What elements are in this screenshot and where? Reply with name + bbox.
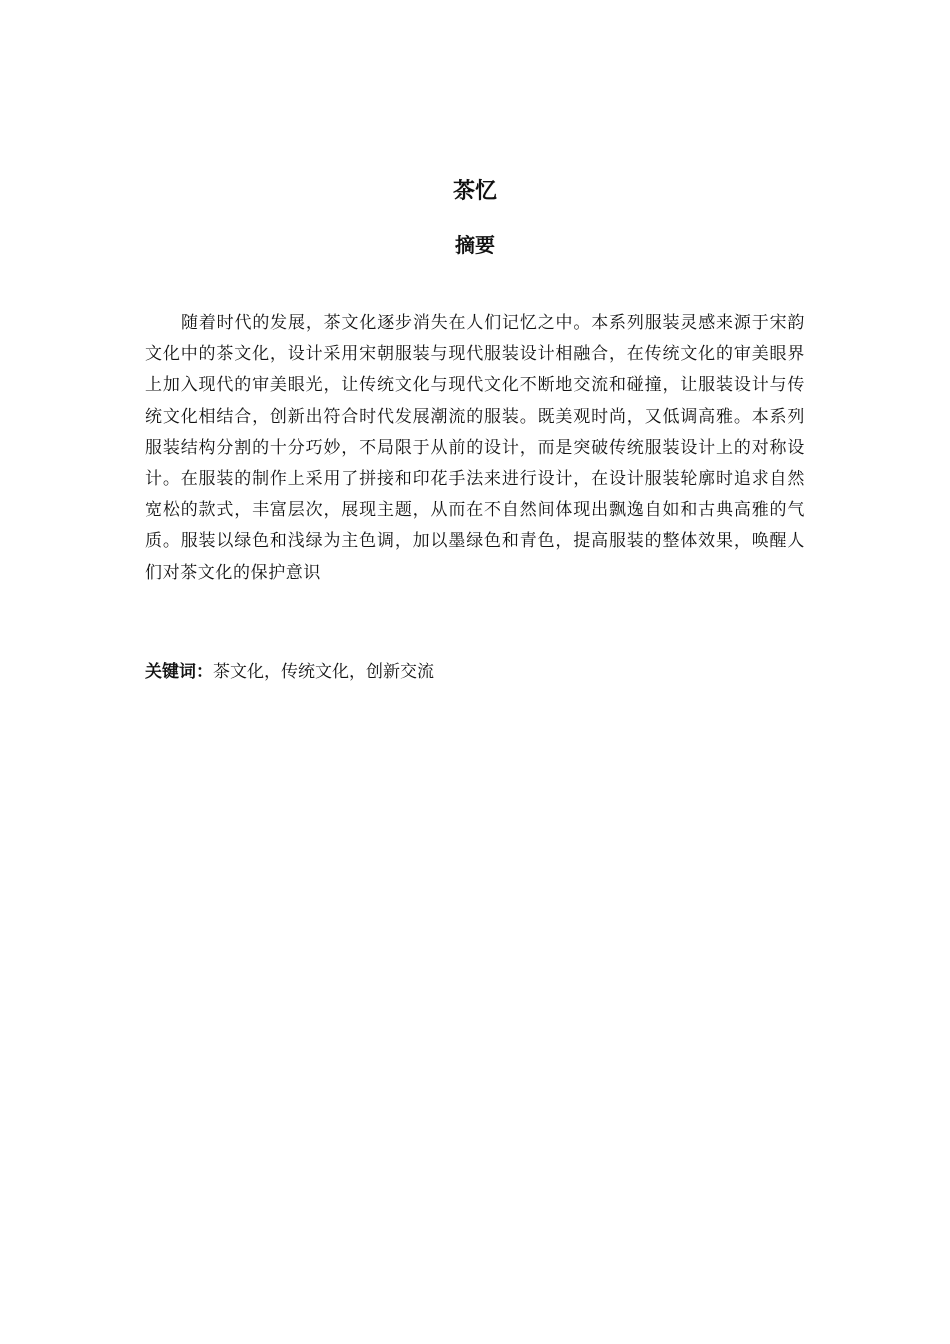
keywords-label: 关键词： (145, 662, 213, 682)
document-title: 茶忆 (452, 179, 497, 204)
keywords-line (145, 658, 805, 686)
abstract-paragraph: 随着时代的发展，茶文化逐步消失在人们记忆之中。本系列服装灵感来源于宋韵文化中的茶文化，设计采用宋朝服装与现代服装设计相融合，在传统文化的审美眼界上加入现代的审美眼光，让传统文化与现代文化不断地交流和碰撞，让服装设计与传统文化相结合，创新出符合时代发展潮流的服装。既美观时尚，又低调高雅。本系列服装结构分割的十分巧妙，不局限于从前的设计，而是突破传统服装设计上的对称设计。在服装的制作上采用了拼接和印花手法来进行设计，在设计服装轮廓时追求自然宽松的款式，丰富层次，展现主题，从而在不自然间体现出飘逸自如和古典高雅的气质。服装以绿色和浅绿为主色调，加以墨绿色和青色，提高服装的整体效果，唤醒人们对茶文化的保护意识 (145, 313, 805, 583)
abstract-heading: 摘要 (455, 233, 495, 257)
keywords-value: 茶文化，传统文化，创新交流 (213, 662, 434, 682)
